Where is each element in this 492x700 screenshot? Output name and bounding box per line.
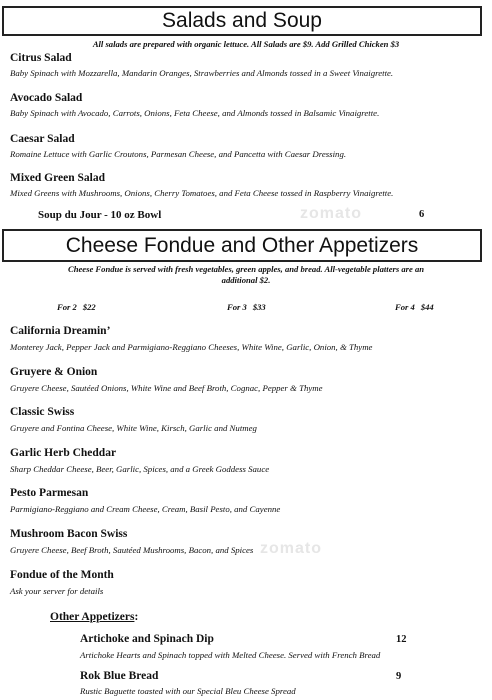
- soup-price: 6: [419, 209, 425, 220]
- fondue-item-desc: Sharp Cheddar Cheese, Beer, Garlic, Spices, and a Greek Goddess Sauce: [10, 464, 270, 474]
- fondue-item-name: Fondue of the Month: [10, 569, 114, 581]
- salad-item-desc: Baby Spinach with Mozzarella, Mandarin Oranges, Strawberries and Almonds tossed in a Sweet Vinaigrette.: [10, 68, 394, 78]
- appetizer-name: Rok Blue Bread: [80, 670, 159, 682]
- tier-label: For 3: [227, 302, 247, 312]
- fondue-note-line1: Cheese Fondue is served with fresh vegetables, green apples, and bread. All-vegetable platters are an: [67, 264, 425, 274]
- fondue-section-title: Cheese Fondue and Other Appetizers: [2, 229, 482, 262]
- tier-price: $44: [420, 302, 434, 312]
- fondue-item-desc: Monterey Jack, Pepper Jack and Parmigiano-Reggiano Cheeses, White Wine, Garlic, Onion, & Thyme: [10, 342, 373, 352]
- fondue-item-desc: Parmigiano-Reggiano and Cream Cheese, Cream, Basil Pesto, and Cayenne: [10, 504, 281, 514]
- fondue-item-desc: Gruyere Cheese, Sautéed Onions, White Wine and Beef Broth, Cognac, Pepper & Thyme: [10, 383, 323, 393]
- soup-name: Soup du Jour - 10 oz Bowl: [38, 209, 162, 221]
- tier-label: For 4: [395, 302, 415, 312]
- salad-item-name: Mixed Green Salad: [10, 172, 105, 184]
- salad-item-desc: Baby Spinach with Avocado, Carrots, Onions, Feta Cheese, and Almonds tossed in Balsamic Vinaigrette.: [10, 108, 380, 118]
- salads-section-title: Salads and Soup: [2, 6, 482, 36]
- watermark: zomato: [260, 540, 322, 557]
- other-appetizers-colon: :: [134, 611, 139, 623]
- fondue-item-name: Gruyere & Onion: [10, 366, 98, 378]
- fondue-tier: [227, 302, 266, 312]
- fondue-item-name: Garlic Herb Cheddar: [10, 447, 117, 459]
- salads-note: All salads are prepared with organic lettuce. All Salads are $9. Add Grilled Chicken $3: [92, 39, 400, 49]
- fondue-tier: [57, 302, 96, 312]
- salad-item-desc: Mixed Greens with Mushrooms, Onions, Cherry Tomatoes, and Feta Cheese tossed in Raspberry Vinaigrette.: [10, 188, 394, 198]
- tier-price: $22: [82, 302, 96, 312]
- fondue-item-desc: Gruyere and Fontina Cheese, White Wine, Kirsch, Garlic and Nutmeg: [10, 423, 257, 433]
- fondue-item-name: Pesto Parmesan: [10, 487, 89, 499]
- appetizer-desc: Artichoke Hearts and Spinach topped with Melted Cheese. Served with French Bread: [80, 650, 381, 660]
- salad-item-name: Avocado Salad: [10, 92, 83, 104]
- appetizer-desc: Rustic Baguette toasted with our Special Bleu Cheese Spread: [80, 686, 296, 696]
- tier-price: $33: [252, 302, 266, 312]
- fondue-item-name: Mushroom Bacon Swiss: [10, 528, 128, 540]
- appetizer-name: Artichoke and Spinach Dip: [80, 633, 214, 645]
- fondue-tier: [395, 302, 434, 312]
- watermark: zomato: [300, 205, 362, 222]
- salad-item-name: Caesar Salad: [10, 133, 75, 145]
- fondue-item-name: Classic Swiss: [10, 406, 75, 418]
- fondue-item-name: California Dreamin’: [10, 325, 111, 337]
- appetizer-price: 12: [396, 634, 407, 645]
- other-appetizers-heading: [50, 611, 138, 623]
- fondue-item-desc: Ask your server for details: [10, 586, 104, 596]
- salad-item-name: Citrus Salad: [10, 52, 72, 64]
- tier-label: For 2: [57, 302, 77, 312]
- fondue-note-line2: additional $2.: [221, 275, 271, 285]
- appetizer-price: 9: [396, 671, 402, 682]
- other-appetizers-label: Other Appetizers: [50, 611, 135, 623]
- fondue-item-desc: Gruyere Cheese, Beef Broth, Sautéed Mushrooms, Bacon, and Spices: [10, 545, 254, 555]
- salad-item-desc: Romaine Lettuce with Garlic Croutons, Parmesan Cheese, and Pancetta with Caesar Dressing.: [10, 149, 347, 159]
